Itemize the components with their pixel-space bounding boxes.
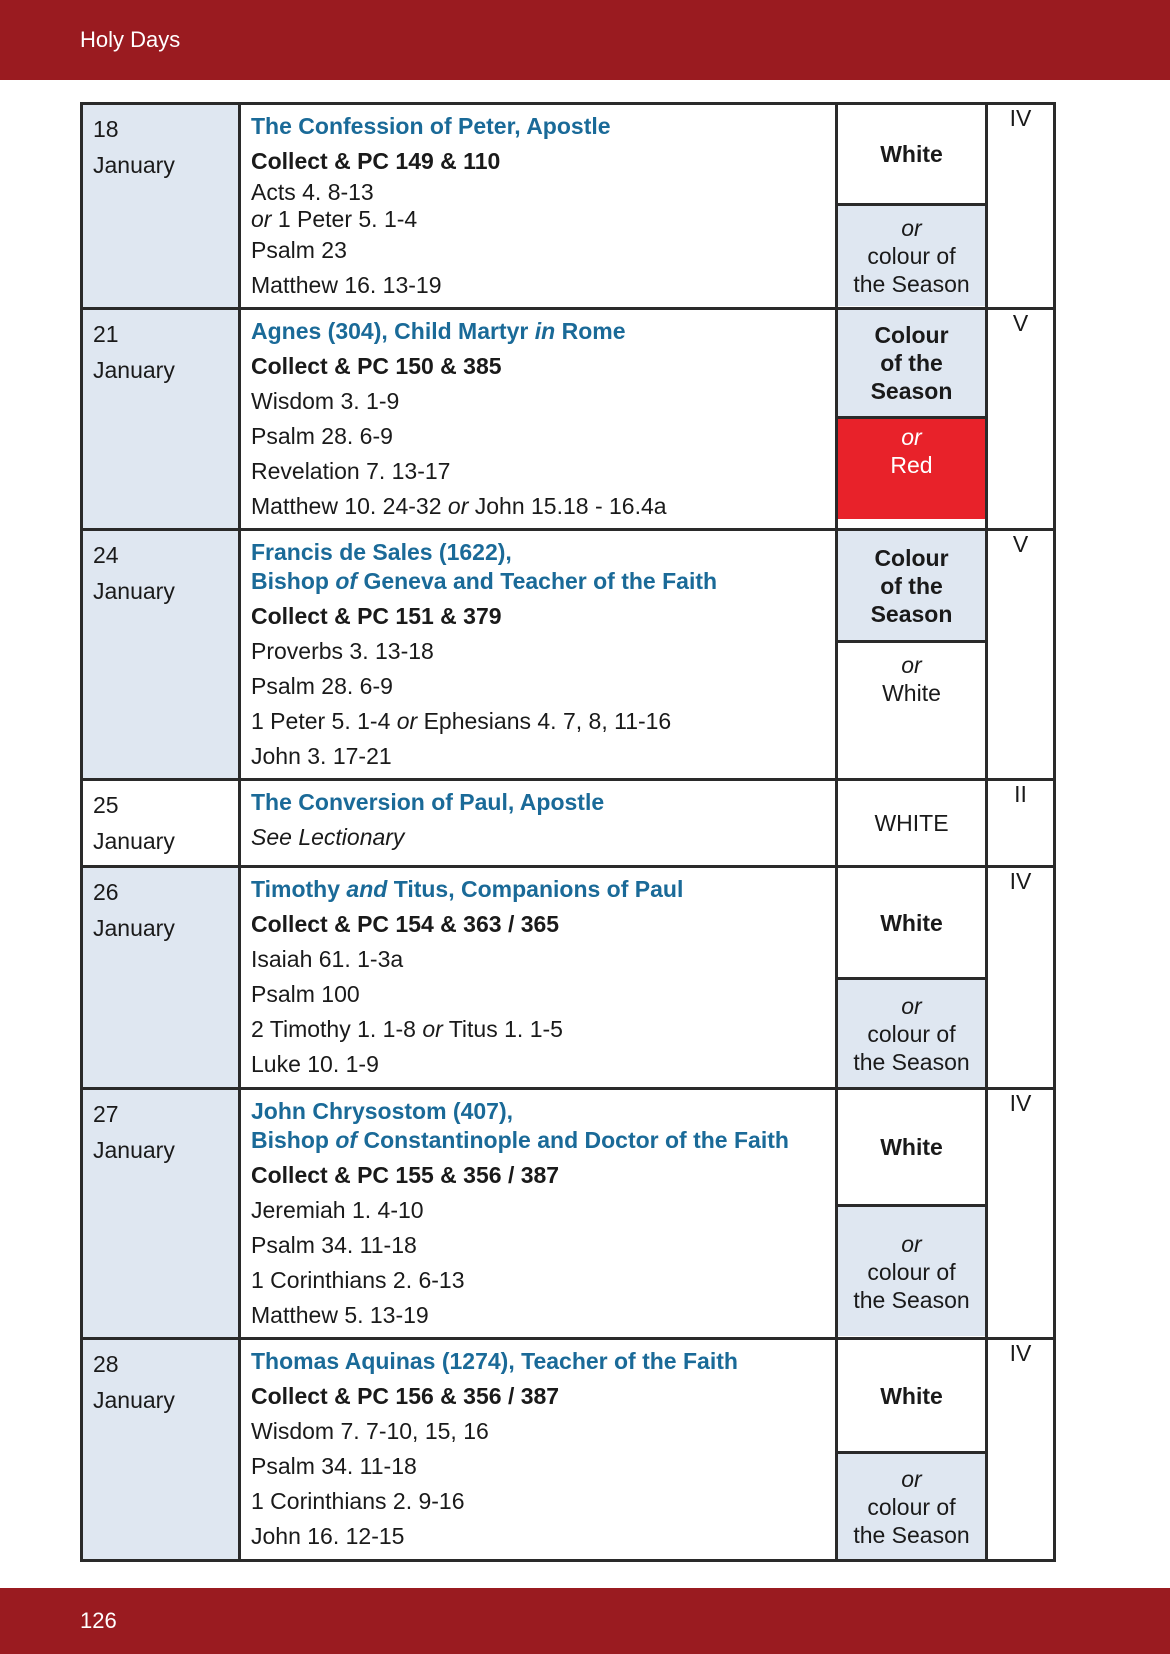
reading-line: Wisdom 3. 1-9 xyxy=(251,388,400,414)
date-cell xyxy=(82,309,240,530)
table-row xyxy=(82,104,1055,309)
collect-line: Collect & PC 149 & 110 xyxy=(251,148,501,174)
date-cell xyxy=(82,1089,240,1339)
readings-cell xyxy=(240,780,837,867)
date-day: 28 xyxy=(93,1351,119,1377)
date-month: January xyxy=(93,828,175,854)
page-title: Holy Days xyxy=(80,27,181,52)
reading-line: Proverbs 3. 13-18 xyxy=(251,638,434,664)
colour-alternative: or White xyxy=(838,640,985,767)
date-day: 24 xyxy=(93,542,119,568)
date-month: January xyxy=(93,915,175,941)
colour-alternative: or colour of the Season xyxy=(838,977,985,1087)
date-month: January xyxy=(93,578,175,604)
collect-line: Collect & PC 155 & 356 / 387 xyxy=(251,1162,560,1188)
reading-line: Revelation 7. 13-17 xyxy=(251,458,451,484)
observance-name: Agnes (304), Child Martyr in Rome xyxy=(251,318,626,344)
rank-cell: V xyxy=(987,530,1055,780)
header-bar xyxy=(0,0,1170,80)
collect-line: Collect & PC 150 & 385 xyxy=(251,353,502,379)
observance-name: John Chrysostom (407), Bishop of Constantinople and Doctor of the Faith xyxy=(251,1098,789,1153)
gospel-line: Matthew 16. 13-19 xyxy=(251,272,442,298)
table-row xyxy=(82,1089,1055,1339)
reading-line xyxy=(251,206,825,233)
colour-primary: White xyxy=(838,105,985,203)
psalm-line: Psalm 34. 11-18 xyxy=(251,1232,417,1258)
observance-name: Francis de Sales (1622), Bishop of Geneva and Teacher of the Faith xyxy=(251,539,718,594)
rank-cell: IV xyxy=(987,1339,1055,1561)
gospel-line: Matthew 5. 13-19 xyxy=(251,1302,429,1328)
reading-line: Wisdom 7. 7-10, 15, 16 xyxy=(251,1418,489,1444)
psalm-line: Psalm 100 xyxy=(251,981,360,1007)
colour-primary: Colour of the Season xyxy=(838,531,985,640)
date-cell xyxy=(82,867,240,1089)
reading-line: 2 Timothy 1. 1-8 or Titus 1. 1-5 xyxy=(251,1016,563,1042)
colour-alternative: or colour of the Season xyxy=(838,203,985,306)
table-row xyxy=(82,780,1055,867)
date-day: 26 xyxy=(93,879,119,905)
date-cell xyxy=(82,530,240,780)
date-month: January xyxy=(93,1387,175,1413)
colour-primary: Colour of the Season xyxy=(838,310,985,416)
date-day: 21 xyxy=(93,321,119,347)
date-month: January xyxy=(93,152,175,178)
date-month: January xyxy=(93,357,175,383)
reading-line: Isaiah 61. 1-3a xyxy=(251,946,404,972)
gospel-line: Luke 10. 1-9 xyxy=(251,1051,379,1077)
table-row xyxy=(82,867,1055,1089)
date-day: 25 xyxy=(93,792,119,818)
readings-cell xyxy=(240,309,837,530)
psalm-line: Psalm 28. 6-9 xyxy=(251,673,393,699)
page-number: 126 xyxy=(80,1608,117,1633)
reading-line: 1 Corinthians 2. 9-16 xyxy=(251,1488,465,1514)
footer-bar xyxy=(0,1588,1170,1654)
reading-line: 1 Peter 5. 1-4 or Ephesians 4. 7, 8, 11-16 xyxy=(251,708,672,734)
reading-text: 1 Peter 5. 1-4 xyxy=(271,206,418,232)
readings-cell xyxy=(240,104,837,309)
liturgical-colour-cell xyxy=(837,309,987,530)
collect-line: Collect & PC 151 & 379 xyxy=(251,603,502,629)
psalm-line: Psalm 23 xyxy=(251,237,347,263)
table-row xyxy=(82,1339,1055,1561)
liturgical-colour-cell xyxy=(837,867,987,1089)
table-row xyxy=(82,530,1055,780)
liturgical-colour-cell xyxy=(837,530,987,780)
readings-cell xyxy=(240,867,837,1089)
colour-alternative: or colour of the Season xyxy=(838,1204,985,1336)
observance-name: The Confession of Peter, Apostle xyxy=(251,113,611,139)
rank-cell: IV xyxy=(987,1089,1055,1339)
date-cell xyxy=(82,1339,240,1561)
liturgical-colour-cell xyxy=(837,1339,987,1561)
observance-name: Thomas Aquinas (1274), Teacher of the Faith xyxy=(251,1348,738,1374)
colour-primary: White xyxy=(838,1340,985,1451)
colour-primary: White xyxy=(838,868,985,977)
date-cell xyxy=(82,780,240,867)
liturgical-colour-cell xyxy=(837,104,987,309)
psalm-line: Psalm 28. 6-9 xyxy=(251,423,393,449)
holy-days-table xyxy=(80,102,1056,1562)
readings-cell xyxy=(240,1089,837,1339)
psalm-line: Psalm 34. 11-18 xyxy=(251,1453,417,1479)
reading-line: Jeremiah 1. 4-10 xyxy=(251,1197,424,1223)
see-lectionary-note: See Lectionary xyxy=(251,824,405,850)
rank-cell: IV xyxy=(987,867,1055,1089)
reading-line: 1 Corinthians 2. 6-13 xyxy=(251,1267,465,1293)
date-day: 18 xyxy=(93,116,119,142)
observance-name: Timothy and Titus, Companions of Paul xyxy=(251,876,684,902)
colour-primary: WHITE xyxy=(838,809,985,837)
reading-line: Acts 4. 8-13 xyxy=(251,179,374,205)
readings-cell xyxy=(240,1339,837,1561)
readings-cell xyxy=(240,530,837,780)
date-day: 27 xyxy=(93,1101,119,1127)
colour-alternative: or colour of the Season xyxy=(838,1451,985,1559)
rank-cell: IV xyxy=(987,104,1055,309)
date-cell xyxy=(82,104,240,309)
table-row xyxy=(82,309,1055,530)
collect-line: Collect & PC 156 & 356 / 387 xyxy=(251,1383,560,1409)
liturgical-colour-cell xyxy=(837,780,987,867)
gospel-line: Matthew 10. 24-32 or John 15.18 - 16.4a xyxy=(251,493,667,519)
colour-alternative: or Red xyxy=(838,416,985,519)
rank-cell: II xyxy=(987,780,1055,867)
gospel-line: John 3. 17-21 xyxy=(251,743,392,769)
gospel-line: John 16. 12-15 xyxy=(251,1523,405,1549)
liturgical-colour-cell xyxy=(837,1089,987,1339)
or-word: or xyxy=(251,206,272,232)
colour-primary: White xyxy=(838,1090,985,1204)
observance-name: The Conversion of Paul, Apostle xyxy=(251,789,605,815)
rank-cell: V xyxy=(987,309,1055,530)
date-month: January xyxy=(93,1137,175,1163)
collect-line: Collect & PC 154 & 363 / 365 xyxy=(251,911,560,937)
